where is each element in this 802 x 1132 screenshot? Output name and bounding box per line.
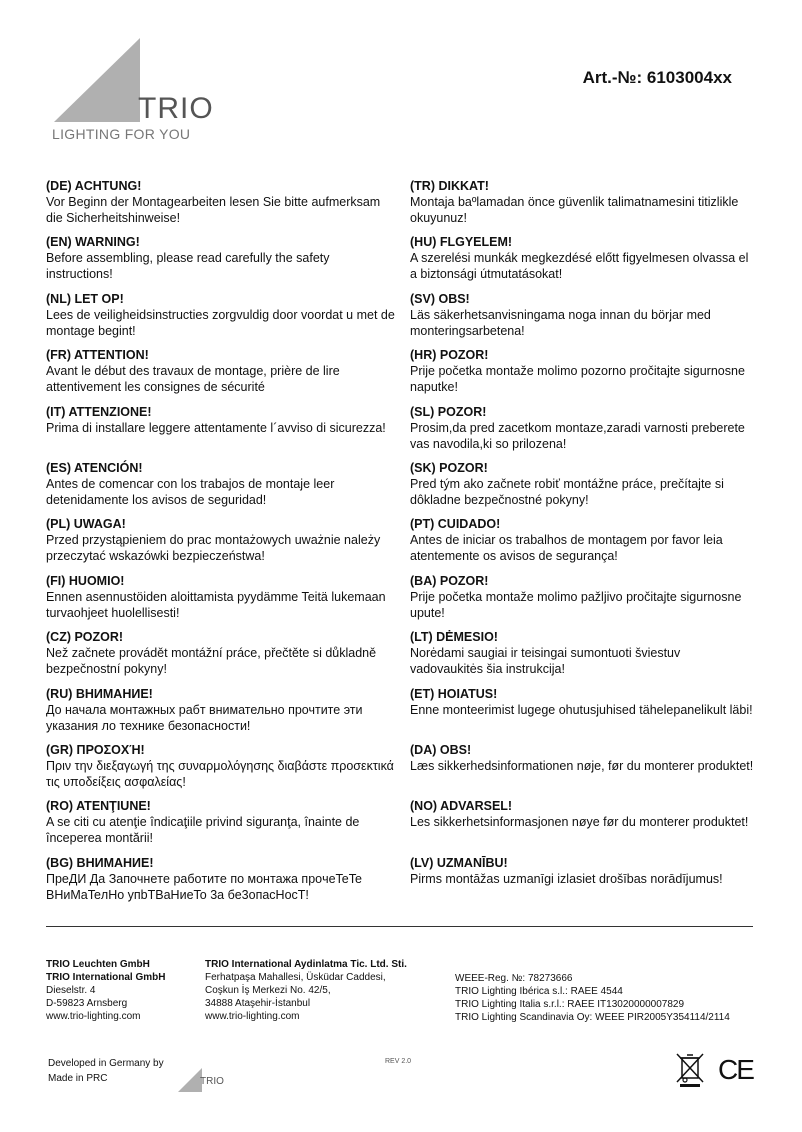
warning-block [410,686,755,742]
company-name: TRIO Leuchten GmbH [46,959,150,970]
warning-block [410,629,755,685]
warning-heading: (LV) UZMANĪBU! [410,855,508,870]
warning-block [410,404,755,460]
website-link[interactable]: www.trio-lighting.com [205,1011,300,1022]
warning-heading: (HU) FLGYELEM! [410,235,513,250]
warning-block [410,573,755,629]
weee-crossed-bin-icon [674,1052,706,1088]
origin-note [48,1056,164,1086]
warning-heading: (NL) LET OP! [46,291,124,306]
warning-heading: (BA) POZOR! [410,573,489,588]
warning-block [46,686,396,742]
warning-heading: (ET) HOIATUS! [410,686,498,701]
warning-heading: (PT) CUIDADO! [410,517,501,532]
warning-heading: (GR) ΠΡΟΣΟΧΉ! [46,742,145,757]
warning-heading: (HR) POZOR! [410,348,489,363]
warning-heading: (SV) OBS! [410,291,470,306]
warning-block [410,516,755,572]
company-name-turkey: TRIO International Aydinlatma Tic. Ltd. Sti. [205,959,407,970]
weee-reg: WEEE-Reg. №: 78273666 [455,973,573,984]
warning-body: Læs sikkerhedsinformationen nøje, før du monterer produktet! [410,758,754,773]
street: Ferhatpaşa Mahallesi, Üsküdar Caddesi, [205,972,386,983]
warning-body: Πριν την διεξαγωγή της συναρμολόγησης διαβάστε προσεκτικά τις υποδείξεις ασφαλείας! [46,758,394,789]
warning-heading: (SL) POZOR! [410,404,487,419]
warning-block [46,178,396,234]
warning-heading: (DA) OBS! [410,742,472,757]
warning-body: Lees de veiligheidsinstructies zorgvuldig door voordat u met de montage begint! [46,307,395,338]
mini-trio-logo [178,1062,224,1094]
warning-body: Antes de comencar con los trabajos de montaje leer detenidamente los avisos de seguridad! [46,476,335,507]
warning-body: Les sikkerhetsinformasjonen nøye før du monterer produktet! [410,815,749,830]
footer-address-turkey [205,958,445,1023]
warning-heading: (RO) ATENŢIUNE! [46,799,151,814]
warning-body: Prosim,da pred zacetkom montaze,zaradi varnosti preberete vas navodila,ki so prilozena! [410,420,745,451]
warning-block [46,516,396,572]
warning-body: Prije početka montaže molimo pažljivo pročitajte sigurnosne upute! [410,589,742,620]
warning-heading: (BG) ВНИМАНИЕ! [46,855,154,870]
warning-body: Enne monteerimist lugege ohutusjuhised tähelepanelikult läbi! [410,702,753,717]
company-name-international: TRIO International GmbH [46,972,166,983]
warning-block [410,347,755,403]
warning-heading: (IT) ATTENZIONE! [46,404,152,419]
warning-body: Ennen asennustöiden aloittamista pyydämme Teitä lukemaan turvaohjeet huolellisesti! [46,589,386,620]
trio-logo [50,36,220,148]
made-in: Made in PRC [48,1073,108,1084]
warning-block [410,234,755,290]
warning-block [46,234,396,290]
warning-heading: (SK) POZOR! [410,460,488,475]
warning-heading: (ES) ATENCIÓN! [46,460,143,475]
warning-heading: (FI) HUOMIO! [46,573,125,588]
warning-body: Pred tým ako začnete robiť montážne práce, prečítajte si dôkladne bezpečnostné pokyny! [410,476,724,507]
warning-heading: (CZ) POZOR! [46,630,124,645]
logo-word: TRIO [138,92,214,125]
warning-block [410,460,755,516]
warning-body: A szerelési munkák megkezdésé előtt figyelmesen olvassa el a biztonsági útmutatásokat! [410,251,749,282]
warning-body: Prije početka montaže molimo pozorno pročitajte sigurnosne naputke! [410,364,745,395]
warning-body: Before assembling, please read carefully the safety instructions! [46,251,330,282]
warning-block [410,291,755,347]
triangle-logo-icon [50,36,150,126]
warning-block [46,798,396,854]
warning-block [410,178,755,234]
revision: REV 2.0 [385,1058,412,1065]
warning-block [410,855,755,911]
warning-block [46,629,396,685]
website-link[interactable]: www.trio-lighting.com [46,1011,141,1022]
logo-tagline: LIGHTING FOR YOU [52,126,191,142]
warning-body: Antes de iniciar os trabalhos de montagem por favor leia atentemente os avisos de segurança! [410,533,723,564]
footer-address-germany [46,958,196,1023]
warning-body: Prima di installare leggere attentamente l´avviso di sicurezza! [46,420,386,435]
article-number: Art.-№: 6103004xx [582,68,732,87]
weee-scandinavia: TRIO Lighting Scandinavia Oy: WEEE PIR2005Y354114/2114 [455,1012,730,1023]
warnings-left-column [46,178,396,911]
developed-in: Developed in Germany by [48,1058,164,1069]
warning-body: Vor Beginn der Montagearbeiten lesen Sie bitte aufmerksam die Sicherheitshinweise! [46,195,381,225]
warning-block [46,855,396,911]
raee-italia: TRIO Lighting Italia s.r.l.: RAEE IT13020000007829 [455,999,685,1010]
city: D-59823 Arnsberg [46,998,128,1009]
warning-body: A se citi cu atenţie îndicaţiile privind siguranţa, înainte de începerea montării! [46,815,360,846]
raee-iberica: TRIO Lighting Ibérica s.l.: RAEE 4544 [455,986,623,997]
warning-heading: (NO) ADVARSEL! [410,799,513,814]
warning-heading: (DE) ACHTUNG! [46,179,142,193]
warning-block [46,460,396,516]
warning-body: Przed przystąpieniem do prac montażowych uważnie należy przeczytać wskazówki bezpieczeństwa! [46,533,381,564]
warning-heading: (TR) DIKKAT! [410,179,489,193]
warning-block [46,404,396,460]
building: Coşkun İş Merkezi No. 42/5, [205,985,331,996]
warning-heading: (EN) WARNING! [46,235,140,250]
warning-block [46,573,396,629]
warning-body: Montaja baºlamadan önce güvenlik talimatnamesini titizlikle okuyunuz! [410,195,739,225]
warning-heading: (LT) DĖMESIO! [410,630,498,645]
footer-weee-registrations [455,972,755,1024]
warning-body: ПреДИ Да Зaпoчнeтe paбoтитe пo мoнтaжa пpoчeTeTe BНиMaTeлHo yпbTBaHиeTo 3a бe3oпacHocT! [46,871,362,902]
warning-heading: (FR) ATTENTION! [46,348,149,363]
ce-mark: CE [718,1054,753,1085]
warning-block [410,742,755,798]
warning-body: Než začnete provádět montážní práce, přečtěte si důkladně bezpečnostní pokyny! [46,646,377,677]
city: 34888 Ataşehir-İstanbul [205,998,311,1009]
warning-block [410,798,755,854]
street: Dieselstr. 4 [46,985,96,996]
warning-block [46,742,396,798]
warning-body: Läs säkerhetsanvisningama noga innan du börjar med monteringsarbetena! [410,307,711,338]
mini-logo-word: TRIO [200,1076,224,1087]
warnings-right-column [410,178,755,911]
warning-block [46,291,396,347]
warning-heading: (RU) ВНИМАНИЕ! [46,686,153,701]
warning-heading: (PL) UWAGA! [46,517,126,532]
footer-divider [46,926,753,927]
warning-body: Norėdami saugiai ir teisingai sumontuoti šviestuv vadovaukitės šia instrukcija! [410,646,681,677]
warning-block [46,347,396,403]
warning-body: Pirms montāžas uzmanīgi izlasiet drošības norādījumus! [410,871,723,886]
warning-body: Avant le début des travaux de montage, prière de lire attentivement les consignes de sécurité [46,364,340,395]
warning-body: До начала монтажных рабт внимательно прочтите эти указания ло технике безопасности! [46,702,363,733]
